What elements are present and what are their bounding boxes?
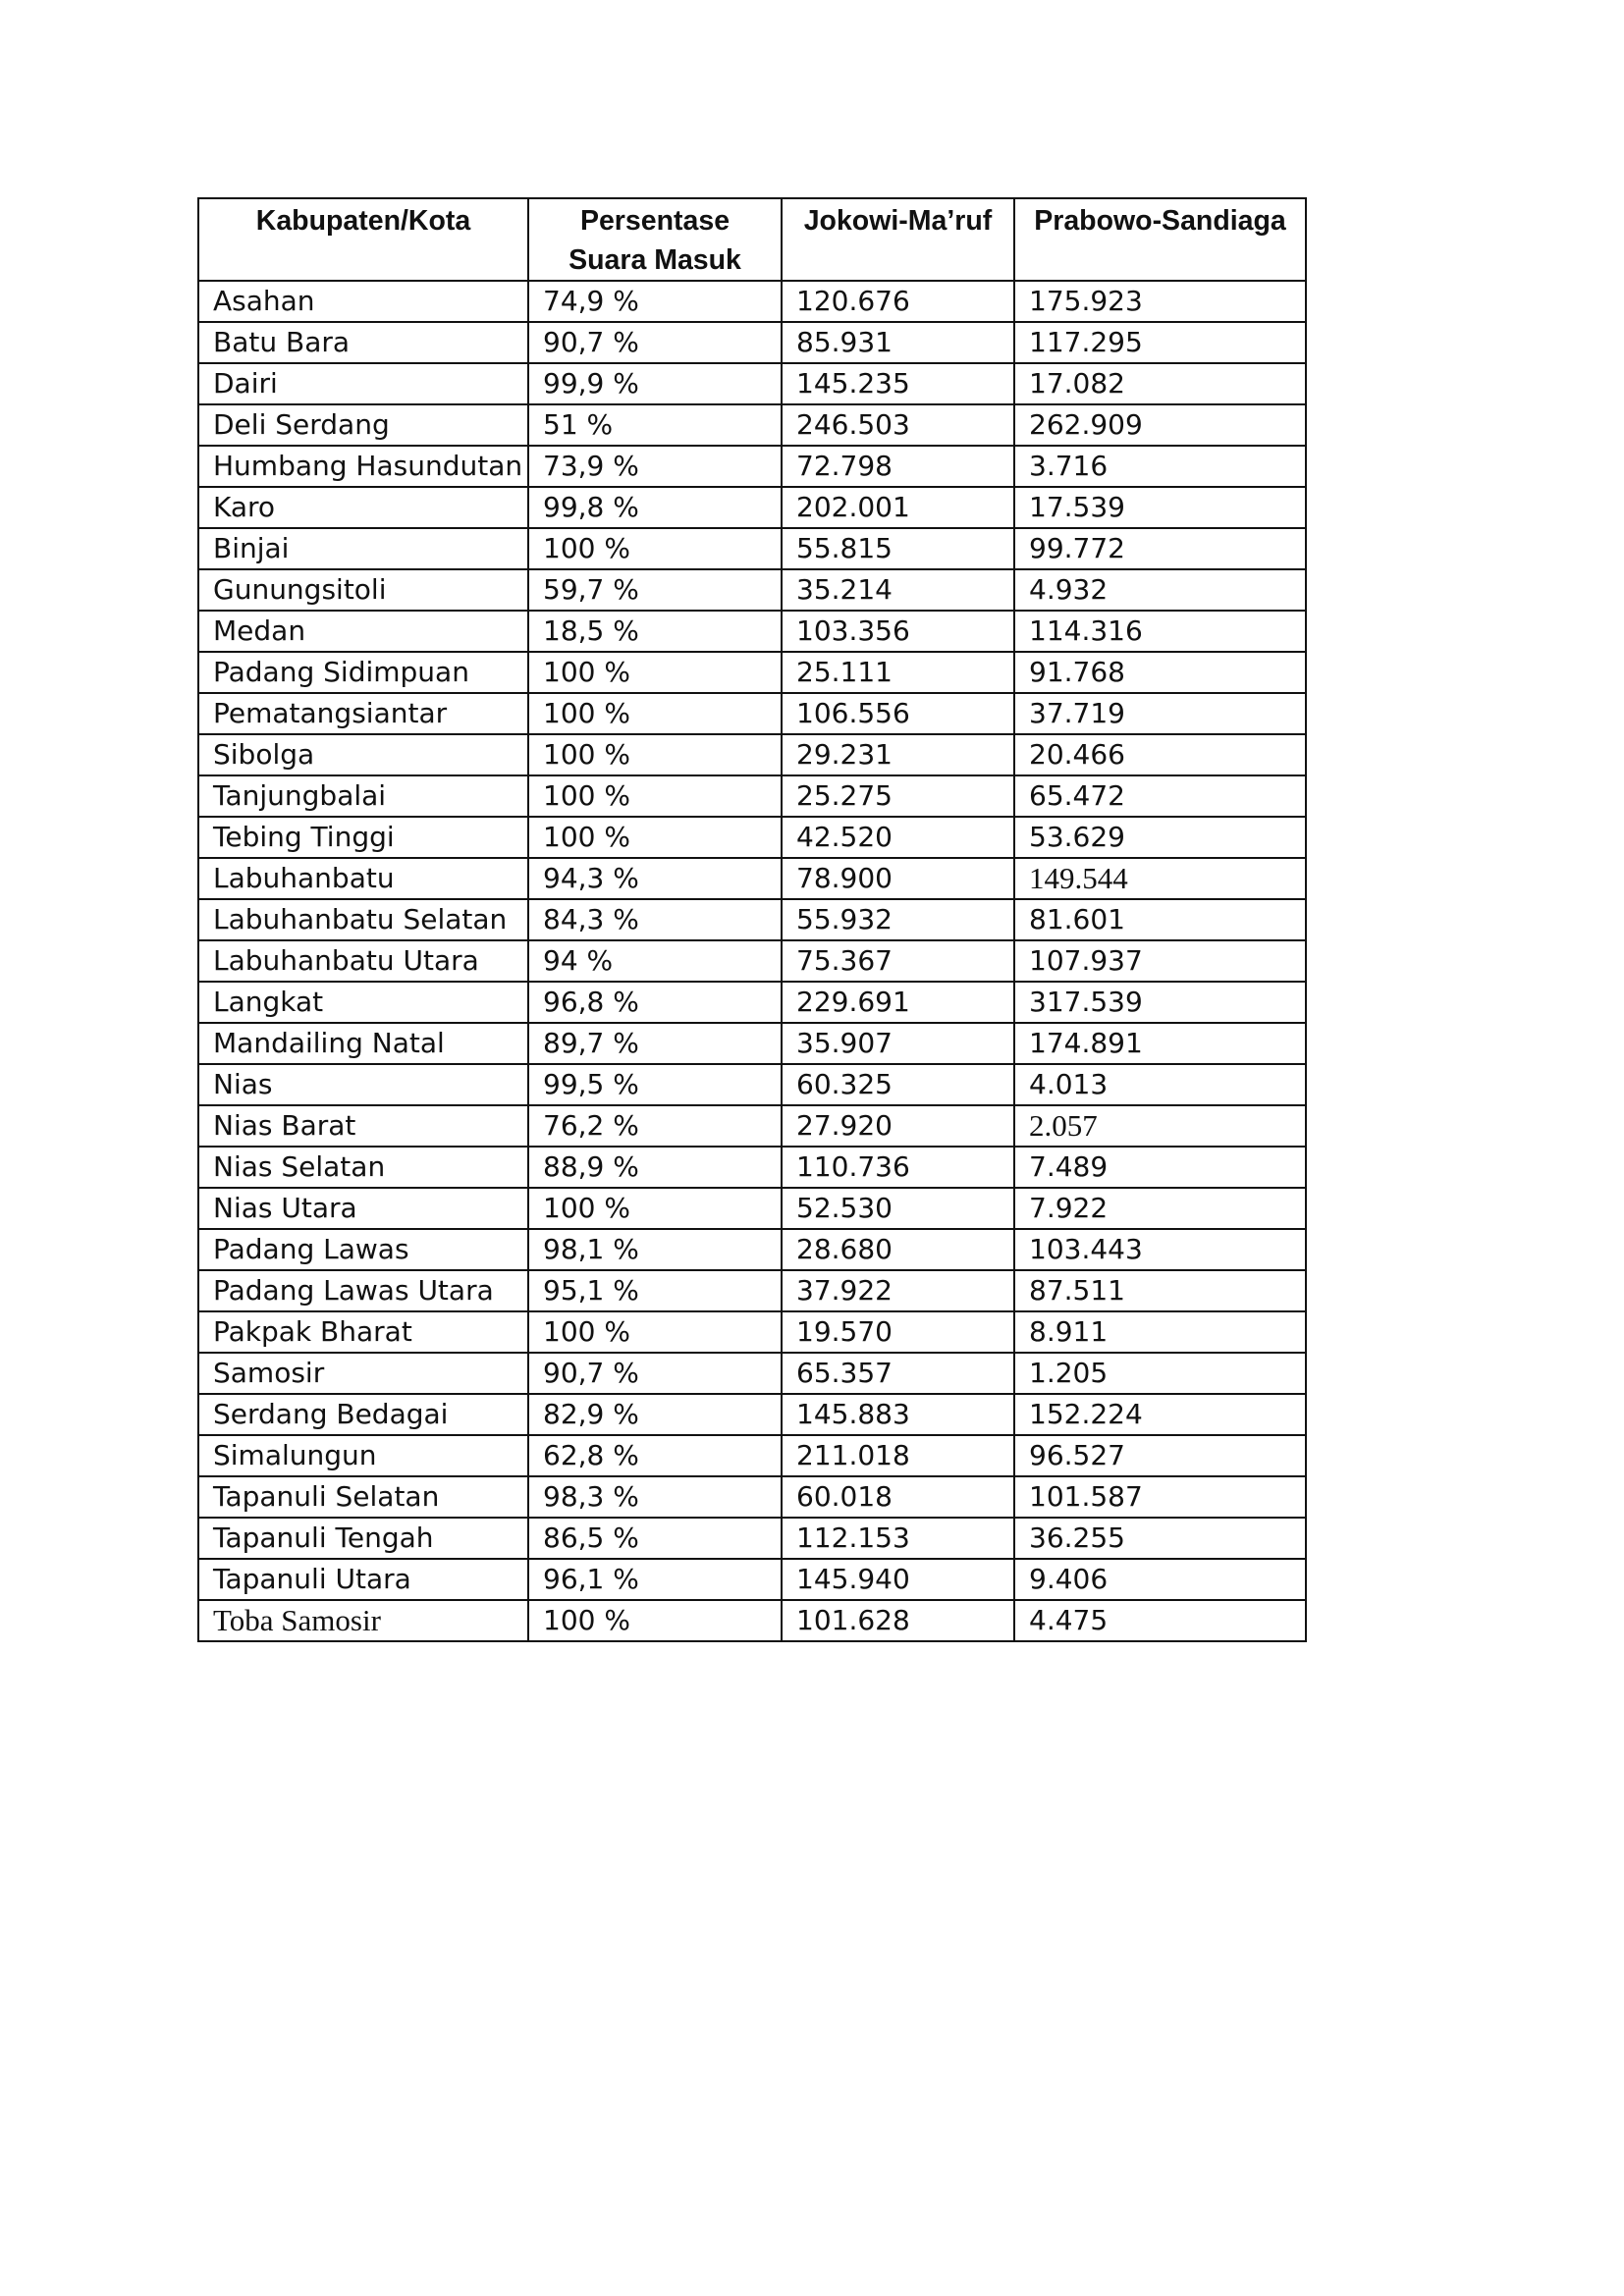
vote-percentage-cell: 100 %	[528, 1600, 782, 1641]
prabowo-sandiaga-votes-cell: 9.406	[1014, 1559, 1306, 1600]
table-row	[198, 322, 1306, 363]
table-row	[198, 817, 1306, 858]
jokowi-maruf-votes-cell: 78.900	[782, 858, 1014, 899]
table-row	[198, 611, 1306, 652]
table-row	[198, 1559, 1306, 1600]
table-row	[198, 1435, 1306, 1476]
prabowo-sandiaga-votes-cell: 99.772	[1014, 528, 1306, 569]
vote-percentage-cell: 100 %	[528, 817, 782, 858]
jokowi-maruf-votes-cell: 60.325	[782, 1064, 1014, 1105]
vote-percentage-cell: 73,9 %	[528, 446, 782, 487]
vote-percentage-cell: 88,9 %	[528, 1147, 782, 1188]
jokowi-maruf-votes-cell: 25.275	[782, 775, 1014, 817]
jokowi-maruf-votes-cell: 42.520	[782, 817, 1014, 858]
vote-percentage-cell: 100 %	[528, 734, 782, 775]
region-name-cell: Nias	[198, 1064, 528, 1105]
table-header-row	[198, 198, 1306, 281]
prabowo-sandiaga-votes-cell: 4.475	[1014, 1600, 1306, 1641]
region-name-cell: Samosir	[198, 1353, 528, 1394]
jokowi-maruf-votes-cell: 29.231	[782, 734, 1014, 775]
prabowo-sandiaga-votes-cell: 87.511	[1014, 1270, 1306, 1311]
vote-percentage-cell: 95,1 %	[528, 1270, 782, 1311]
jokowi-maruf-votes-cell: 85.931	[782, 322, 1014, 363]
table-row	[198, 940, 1306, 982]
vote-percentage-cell: 100 %	[528, 528, 782, 569]
jokowi-maruf-votes-cell: 27.920	[782, 1105, 1014, 1147]
prabowo-sandiaga-votes-cell: 2.057	[1014, 1105, 1306, 1147]
jokowi-maruf-votes-cell: 120.676	[782, 281, 1014, 322]
vote-percentage-cell: 100 %	[528, 693, 782, 734]
prabowo-sandiaga-votes-cell: 149.544	[1014, 858, 1306, 899]
region-name-cell: Nias Selatan	[198, 1147, 528, 1188]
jokowi-maruf-votes-cell: 145.883	[782, 1394, 1014, 1435]
table-row	[198, 858, 1306, 899]
table-row	[198, 982, 1306, 1023]
table-row	[198, 404, 1306, 446]
prabowo-sandiaga-votes-cell: 114.316	[1014, 611, 1306, 652]
vote-percentage-cell: 98,1 %	[528, 1229, 782, 1270]
vote-percentage-cell: 62,8 %	[528, 1435, 782, 1476]
jokowi-maruf-votes-cell: 52.530	[782, 1188, 1014, 1229]
vote-percentage-cell: 51 %	[528, 404, 782, 446]
jokowi-maruf-votes-cell: 37.922	[782, 1270, 1014, 1311]
prabowo-sandiaga-votes-cell: 174.891	[1014, 1023, 1306, 1064]
vote-percentage-cell: 96,1 %	[528, 1559, 782, 1600]
jokowi-maruf-votes-cell: 25.111	[782, 652, 1014, 693]
prabowo-sandiaga-votes-cell: 65.472	[1014, 775, 1306, 817]
table-row	[198, 1147, 1306, 1188]
prabowo-sandiaga-votes-cell: 103.443	[1014, 1229, 1306, 1270]
vote-percentage-cell: 99,5 %	[528, 1064, 782, 1105]
vote-percentage-cell: 99,9 %	[528, 363, 782, 404]
jokowi-maruf-votes-cell: 55.932	[782, 899, 1014, 940]
region-name-cell: Tapanuli Selatan	[198, 1476, 528, 1518]
vote-percentage-cell: 74,9 %	[528, 281, 782, 322]
jokowi-maruf-votes-cell: 28.680	[782, 1229, 1014, 1270]
region-name-cell: Nias Utara	[198, 1188, 528, 1229]
prabowo-sandiaga-votes-cell: 7.922	[1014, 1188, 1306, 1229]
region-name-cell: Padang Sidimpuan	[198, 652, 528, 693]
table-row	[198, 528, 1306, 569]
region-name-cell: Tebing Tinggi	[198, 817, 528, 858]
region-name-cell: Tanjungbalai	[198, 775, 528, 817]
region-name-cell: Sibolga	[198, 734, 528, 775]
region-name-cell: Medan	[198, 611, 528, 652]
prabowo-sandiaga-votes-cell: 262.909	[1014, 404, 1306, 446]
table-row	[198, 569, 1306, 611]
prabowo-sandiaga-votes-cell: 175.923	[1014, 281, 1306, 322]
table-row	[198, 1064, 1306, 1105]
table-row	[198, 281, 1306, 322]
jokowi-maruf-votes-cell: 35.907	[782, 1023, 1014, 1064]
region-name-cell: Padang Lawas	[198, 1229, 528, 1270]
region-name-cell: Deli Serdang	[198, 404, 528, 446]
prabowo-sandiaga-votes-cell: 20.466	[1014, 734, 1306, 775]
region-name-cell: Langkat	[198, 982, 528, 1023]
vote-percentage-cell: 82,9 %	[528, 1394, 782, 1435]
header-jokowi-maruf: Jokowi-Ma’ruf	[782, 198, 1014, 281]
table-row	[198, 734, 1306, 775]
prabowo-sandiaga-votes-cell: 17.539	[1014, 487, 1306, 528]
jokowi-maruf-votes-cell: 229.691	[782, 982, 1014, 1023]
vote-percentage-cell: 98,3 %	[528, 1476, 782, 1518]
vote-percentage-cell: 99,8 %	[528, 487, 782, 528]
region-name-cell: Tapanuli Tengah	[198, 1518, 528, 1559]
region-name-cell: Labuhanbatu	[198, 858, 528, 899]
jokowi-maruf-votes-cell: 72.798	[782, 446, 1014, 487]
vote-percentage-cell: 94 %	[528, 940, 782, 982]
vote-percentage-cell: 100 %	[528, 652, 782, 693]
vote-percentage-cell: 86,5 %	[528, 1518, 782, 1559]
vote-percentage-cell: 90,7 %	[528, 1353, 782, 1394]
prabowo-sandiaga-votes-cell: 152.224	[1014, 1394, 1306, 1435]
region-name-cell: Pakpak Bharat	[198, 1311, 528, 1353]
table-row	[198, 693, 1306, 734]
prabowo-sandiaga-votes-cell: 37.719	[1014, 693, 1306, 734]
vote-percentage-cell: 90,7 %	[528, 322, 782, 363]
region-name-cell: Dairi	[198, 363, 528, 404]
prabowo-sandiaga-votes-cell: 17.082	[1014, 363, 1306, 404]
jokowi-maruf-votes-cell: 103.356	[782, 611, 1014, 652]
table-row	[198, 899, 1306, 940]
jokowi-maruf-votes-cell: 246.503	[782, 404, 1014, 446]
table-row	[198, 1105, 1306, 1147]
region-name-cell: Labuhanbatu Utara	[198, 940, 528, 982]
prabowo-sandiaga-votes-cell: 4.932	[1014, 569, 1306, 611]
table-row	[198, 652, 1306, 693]
vote-percentage-cell: 100 %	[528, 775, 782, 817]
prabowo-sandiaga-votes-cell: 96.527	[1014, 1435, 1306, 1476]
vote-percentage-cell: 96,8 %	[528, 982, 782, 1023]
region-name-cell: Labuhanbatu Selatan	[198, 899, 528, 940]
prabowo-sandiaga-votes-cell: 8.911	[1014, 1311, 1306, 1353]
table-body	[198, 281, 1306, 1641]
jokowi-maruf-votes-cell: 55.815	[782, 528, 1014, 569]
region-name-cell: Mandailing Natal	[198, 1023, 528, 1064]
table-row	[198, 1270, 1306, 1311]
vote-percentage-cell: 59,7 %	[528, 569, 782, 611]
region-name-cell: Asahan	[198, 281, 528, 322]
region-name-cell: Gunungsitoli	[198, 569, 528, 611]
region-name-cell: Toba Samosir	[198, 1600, 528, 1641]
table-row	[198, 1518, 1306, 1559]
jokowi-maruf-votes-cell: 112.153	[782, 1518, 1014, 1559]
region-name-cell: Padang Lawas Utara	[198, 1270, 528, 1311]
table-row	[198, 363, 1306, 404]
region-name-cell: Pematangsiantar	[198, 693, 528, 734]
table-row	[198, 1188, 1306, 1229]
jokowi-maruf-votes-cell: 202.001	[782, 487, 1014, 528]
prabowo-sandiaga-votes-cell: 81.601	[1014, 899, 1306, 940]
vote-percentage-cell: 76,2 %	[528, 1105, 782, 1147]
prabowo-sandiaga-votes-cell: 7.489	[1014, 1147, 1306, 1188]
jokowi-maruf-votes-cell: 145.940	[782, 1559, 1014, 1600]
jokowi-maruf-votes-cell: 211.018	[782, 1435, 1014, 1476]
vote-percentage-cell: 89,7 %	[528, 1023, 782, 1064]
prabowo-sandiaga-votes-cell: 101.587	[1014, 1476, 1306, 1518]
jokowi-maruf-votes-cell: 101.628	[782, 1600, 1014, 1641]
election-results-table	[197, 197, 1307, 1642]
jokowi-maruf-votes-cell: 35.214	[782, 569, 1014, 611]
region-name-cell: Nias Barat	[198, 1105, 528, 1147]
region-name-cell: Simalungun	[198, 1435, 528, 1476]
table-row	[198, 775, 1306, 817]
prabowo-sandiaga-votes-cell: 3.716	[1014, 446, 1306, 487]
vote-percentage-cell: 94,3 %	[528, 858, 782, 899]
table-row	[198, 1476, 1306, 1518]
table-row	[198, 1394, 1306, 1435]
table-row	[198, 1600, 1306, 1641]
table-row	[198, 487, 1306, 528]
jokowi-maruf-votes-cell: 110.736	[782, 1147, 1014, 1188]
table-row	[198, 1229, 1306, 1270]
region-name-cell: Batu Bara	[198, 322, 528, 363]
vote-percentage-cell: 100 %	[528, 1311, 782, 1353]
prabowo-sandiaga-votes-cell: 1.205	[1014, 1353, 1306, 1394]
vote-percentage-cell: 84,3 %	[528, 899, 782, 940]
prabowo-sandiaga-votes-cell: 53.629	[1014, 817, 1306, 858]
jokowi-maruf-votes-cell: 145.235	[782, 363, 1014, 404]
vote-percentage-cell: 100 %	[528, 1188, 782, 1229]
prabowo-sandiaga-votes-cell: 317.539	[1014, 982, 1306, 1023]
table-row	[198, 446, 1306, 487]
table-row	[198, 1023, 1306, 1064]
region-name-cell: Serdang Bedagai	[198, 1394, 528, 1435]
jokowi-maruf-votes-cell: 19.570	[782, 1311, 1014, 1353]
prabowo-sandiaga-votes-cell: 107.937	[1014, 940, 1306, 982]
region-name-cell: Binjai	[198, 528, 528, 569]
prabowo-sandiaga-votes-cell: 91.768	[1014, 652, 1306, 693]
table-row	[198, 1311, 1306, 1353]
jokowi-maruf-votes-cell: 65.357	[782, 1353, 1014, 1394]
header-kabupaten-kota: Kabupaten/Kota	[198, 198, 528, 281]
prabowo-sandiaga-votes-cell: 36.255	[1014, 1518, 1306, 1559]
region-name-cell: Karo	[198, 487, 528, 528]
prabowo-sandiaga-votes-cell: 117.295	[1014, 322, 1306, 363]
jokowi-maruf-votes-cell: 106.556	[782, 693, 1014, 734]
table-row	[198, 1353, 1306, 1394]
header-persentase-suara-masuk: Persentase Suara Masuk	[528, 198, 782, 281]
header-prabowo-sandiaga: Prabowo-Sandiaga	[1014, 198, 1306, 281]
vote-percentage-cell: 18,5 %	[528, 611, 782, 652]
jokowi-maruf-votes-cell: 60.018	[782, 1476, 1014, 1518]
jokowi-maruf-votes-cell: 75.367	[782, 940, 1014, 982]
region-name-cell: Humbang Hasundutan	[198, 446, 528, 487]
region-name-cell: Tapanuli Utara	[198, 1559, 528, 1600]
prabowo-sandiaga-votes-cell: 4.013	[1014, 1064, 1306, 1105]
